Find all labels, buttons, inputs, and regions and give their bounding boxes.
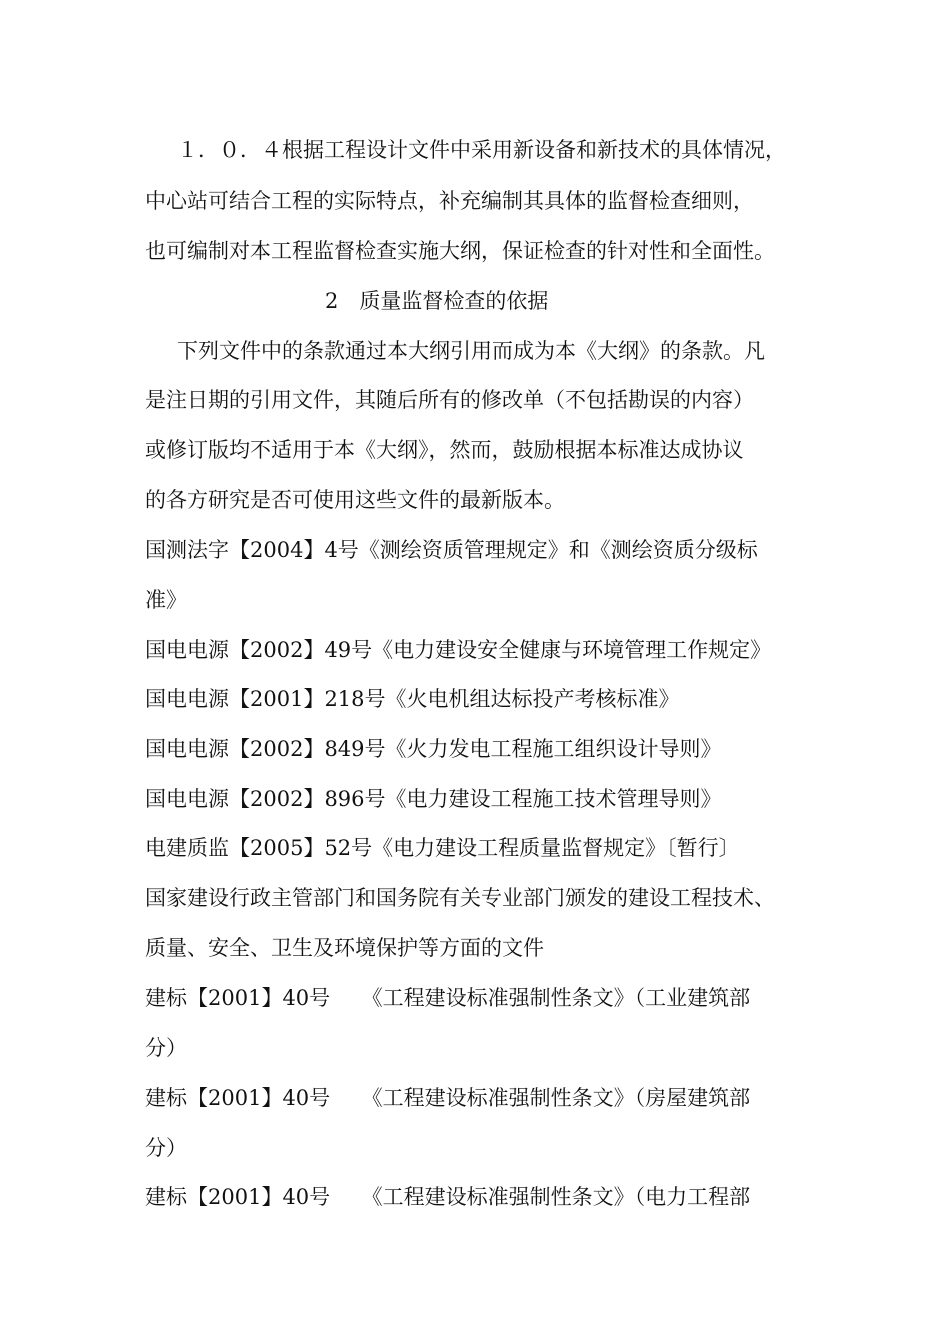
reference-line: 分） (145, 1136, 187, 1160)
paragraph-line: 中心站可结合工程的实际特点，补充编制其具体的监督检查细则， (145, 189, 754, 213)
paragraph-line: １．０．４根据工程设计文件中采用新设备和新技术的具体情况， (177, 138, 786, 162)
reference-line: 质量、安全、卫生及环境保护等方面的文件 (145, 936, 544, 960)
reference-line: 国测法字【2004】4号《测绘资质管理规定》和《测绘资质分级标 (145, 538, 758, 562)
reference-line: 建标【2001】40号 《工程建设标准强制性条文》（房屋建筑部 (145, 1086, 751, 1110)
reference-line: 电建质监【2005】52号《电力建设工程质量监督规定》〔暂行〕 (145, 836, 740, 860)
paragraph-line: 是注日期的引用文件，其随后所有的修改单（不包括勘误的内容） (145, 388, 754, 412)
reference-line: 建标【2001】40号 《工程建设标准强制性条文》（电力工程部 (145, 1185, 751, 1209)
reference-line: 分） (145, 1036, 187, 1060)
reference-line: 国电电源【2001】218号《火电机组达标投产考核标准》 (145, 687, 680, 711)
reference-line: 国电电源【2002】896号《电力建设工程施工技术管理导则》 (145, 787, 722, 811)
paragraph-line: 或修订版均不适用于本《大纲》，然而，鼓励根据本标准达成协议 (145, 438, 744, 462)
reference-line: 准》 (145, 588, 187, 612)
reference-line: 国家建设行政主管部门和国务院有关专业部门颁发的建设工程技术、 (145, 886, 775, 910)
reference-line: 国电电源【2002】49号《电力建设安全健康与环境管理工作规定》 (145, 638, 772, 662)
reference-line: 国电电源【2002】849号《火力发电工程施工组织设计导则》 (145, 737, 722, 761)
section-heading: 2 质量监督检查的依据 (325, 289, 549, 313)
paragraph-line: 的各方研究是否可使用这些文件的最新版本。 (145, 488, 565, 512)
reference-line: 建标【2001】40号 《工程建设标准强制性条文》（工业建筑部 (145, 986, 751, 1010)
paragraph-line: 也可编制对本工程监督检查实施大纲，保证检查的针对性和全面性。 (145, 239, 775, 263)
paragraph-line: 下列文件中的条款通过本大纲引用而成为本《大纲》的条款。凡 (177, 339, 765, 363)
